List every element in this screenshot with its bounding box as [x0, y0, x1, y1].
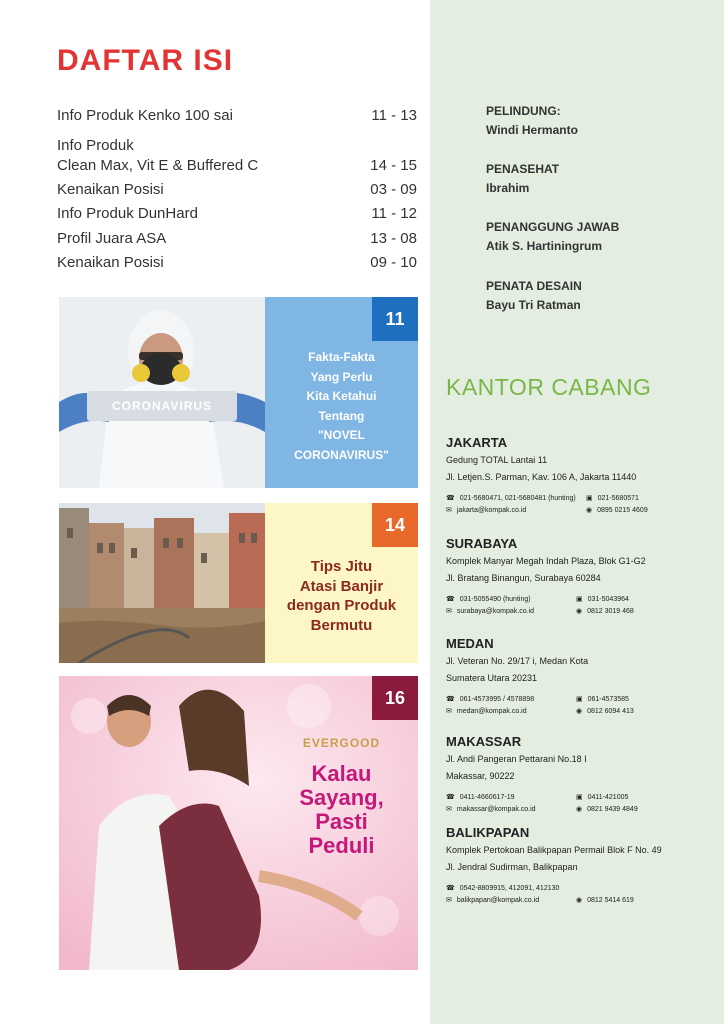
branch-phone[interactable]: ☎ 061-4573995 / 4578898 [446, 696, 535, 703]
branch-address: Jl. Veteran No. 29/17 i, Medan Kota Sumatera Utara 20231 [446, 656, 589, 683]
toc-item[interactable] [57, 136, 417, 176]
whatsapp-icon: ◉ [586, 507, 593, 514]
page-number-badge: 16 [372, 676, 418, 720]
branch-balikpapan [446, 825, 712, 908]
crew-role: PENANGGUNG JAWAB [486, 220, 620, 234]
feature-headline: Kalau Sayang, Pasti Peduli [299, 761, 384, 858]
crew-role: PENATA DESAIN [486, 279, 582, 293]
crew-name: Windi Hermanto [486, 123, 578, 137]
feature-panel [265, 297, 418, 488]
coronavirus-photo-label: CORONAVIRUS [111, 399, 213, 413]
toc-item[interactable] [57, 229, 417, 249]
feature-headline: Fakta-Fakta Yang Perlu Kita Ketahui Tentang "NOVEL CORONAVIRUS" [294, 350, 389, 462]
branch-email[interactable]: ✉ balikpapan@kompak.co.id [446, 897, 540, 904]
crew-name: Atik S. Hartiningrum [486, 239, 603, 253]
branch-fax: ▣ 061-4573585 [576, 696, 629, 703]
fax-icon: ▣ [576, 696, 583, 703]
toc-item[interactable] [57, 253, 417, 273]
fax-icon: ▣ [576, 794, 583, 801]
toc-item[interactable] [57, 106, 417, 126]
crew-name: Ibrahim [486, 181, 530, 195]
whatsapp-icon: ◉ [576, 806, 583, 813]
fax-icon: ▣ [576, 596, 583, 603]
branch-phone[interactable]: ☎ 0542-8809915, 412091, 412130 [446, 885, 560, 892]
branch-email[interactable]: ✉ makassar@kompak.co.id [446, 806, 536, 813]
branch-city: BALIKPAPAN [446, 825, 530, 840]
page-number-badge: 14 [372, 503, 418, 547]
phone-icon: ☎ [446, 696, 455, 703]
feature-headline: Tips Jitu Atasi Banjir dengan Produk Bermutu [286, 558, 397, 634]
branch-address: Komplek Manyar Megah Indah Plaza, Blok G1-G2 Jl. Bratang Binangun, Surabaya 60284 [446, 556, 646, 583]
branch-fax: ▣ 021-5680571 [586, 495, 639, 502]
toc-item-pages: 11 - 13 [371, 107, 417, 124]
toc-item[interactable] [57, 180, 417, 200]
toc-item-label: Kenaikan Posisi [57, 254, 164, 271]
toc-item-label: Profil Juara ASA [57, 230, 167, 247]
toc-item-pages: 11 - 12 [371, 205, 417, 222]
feature-card-banjir[interactable] [59, 503, 418, 663]
branch-fax: ▣ 031-5043964 [576, 596, 629, 603]
email-icon: ✉ [446, 507, 452, 514]
branch-city: MEDAN [446, 636, 494, 651]
toc-item[interactable] [57, 204, 417, 224]
email-icon: ✉ [446, 897, 452, 904]
branch-email[interactable]: ✉ surabaya@kompak.co.id [446, 608, 535, 615]
whatsapp-icon: ◉ [576, 897, 583, 904]
phone-icon: ☎ [446, 596, 455, 603]
branch-makassar [446, 734, 712, 817]
feature-card-coronavirus[interactable] [59, 297, 418, 488]
toc-item-pages: 03 - 09 [370, 181, 417, 198]
branch-city: JAKARTA [446, 435, 508, 450]
toc-item-pages: 09 - 10 [370, 254, 417, 271]
email-icon: ✉ [446, 708, 452, 715]
branch-whatsapp[interactable]: ◉ 0895 0215 4609 [586, 507, 648, 514]
branch-city: SURABAYA [446, 536, 518, 551]
branch-phone[interactable]: ☎ 0411-4660617-19 [446, 794, 515, 801]
toc-title: DAFTAR ISI [57, 44, 234, 77]
branch-phone[interactable]: ☎ 021-5680471, 021-5680481 (hunting) [446, 495, 576, 502]
branch-email[interactable]: ✉ jakarta@kompak.co.id [446, 507, 527, 514]
email-icon: ✉ [446, 608, 452, 615]
branch-whatsapp[interactable]: ◉ 0821 9439 4849 [576, 806, 638, 813]
feature-card-evergood[interactable] [59, 676, 418, 970]
crew-name: Bayu Tri Ratman [486, 298, 581, 312]
coronavirus-photo [59, 297, 265, 488]
toc-item-label: Info Produk Kenko 100 sai [57, 107, 233, 124]
crew-role: PELINDUNG: [486, 104, 561, 118]
phone-icon: ☎ [446, 495, 455, 502]
page-number-badge: 11 [372, 297, 418, 341]
phone-icon: ☎ [446, 794, 455, 801]
branch-phone[interactable]: ☎ 031-5055490 (hunting) [446, 596, 531, 603]
branch-whatsapp[interactable]: ◉ 0812 5414 619 [576, 897, 634, 904]
toc-item-pages: 14 - 15 [370, 157, 417, 174]
toc-item-label: Info Produk DunHard [57, 205, 198, 222]
toc-item-pages: 13 - 08 [370, 230, 417, 247]
branch-whatsapp[interactable]: ◉ 0812 3019 468 [576, 608, 634, 615]
branch-offices-title: KANTOR CABANG [446, 374, 652, 400]
evergood-brand: EVERGOOD [302, 736, 381, 750]
feature-panel [265, 676, 418, 970]
branch-email[interactable]: ✉ medan@kompak.co.id [446, 708, 527, 715]
branch-surabaya [446, 536, 712, 619]
toc-item-label: Kenaikan Posisi [57, 181, 164, 198]
branch-address: Komplek Pertokoan Balikpapan Permail Blok F No. 49 Jl. Jendral Sudirman, Balikpapan [446, 845, 662, 872]
phone-icon: ☎ [446, 885, 455, 892]
email-icon: ✉ [446, 806, 452, 813]
feature-panel [265, 503, 418, 663]
branch-city: MAKASSAR [446, 734, 522, 749]
toc-item-label: Info Produk Clean Max, Vit E & Buffered C [57, 137, 259, 174]
flood-photo [59, 503, 265, 663]
branch-whatsapp[interactable]: ◉ 0812 6094 413 [576, 708, 634, 715]
branch-fax: ▣ 0411-421005 [576, 794, 629, 801]
branch-jakarta [446, 435, 712, 518]
branch-address: Jl. Andi Pangeran Pettarani No.18 I Makassar, 90222 [446, 754, 587, 781]
branch-address: Gedung TOTAL Lantai 11 Jl. Letjen.S. Parman, Kav. 106 A, Jakarta 11440 [446, 455, 637, 482]
whatsapp-icon: ◉ [576, 708, 583, 715]
whatsapp-icon: ◉ [576, 608, 583, 615]
crew-role: PENASEHAT [486, 162, 560, 176]
fax-icon: ▣ [586, 495, 593, 502]
branch-medan [446, 636, 712, 719]
